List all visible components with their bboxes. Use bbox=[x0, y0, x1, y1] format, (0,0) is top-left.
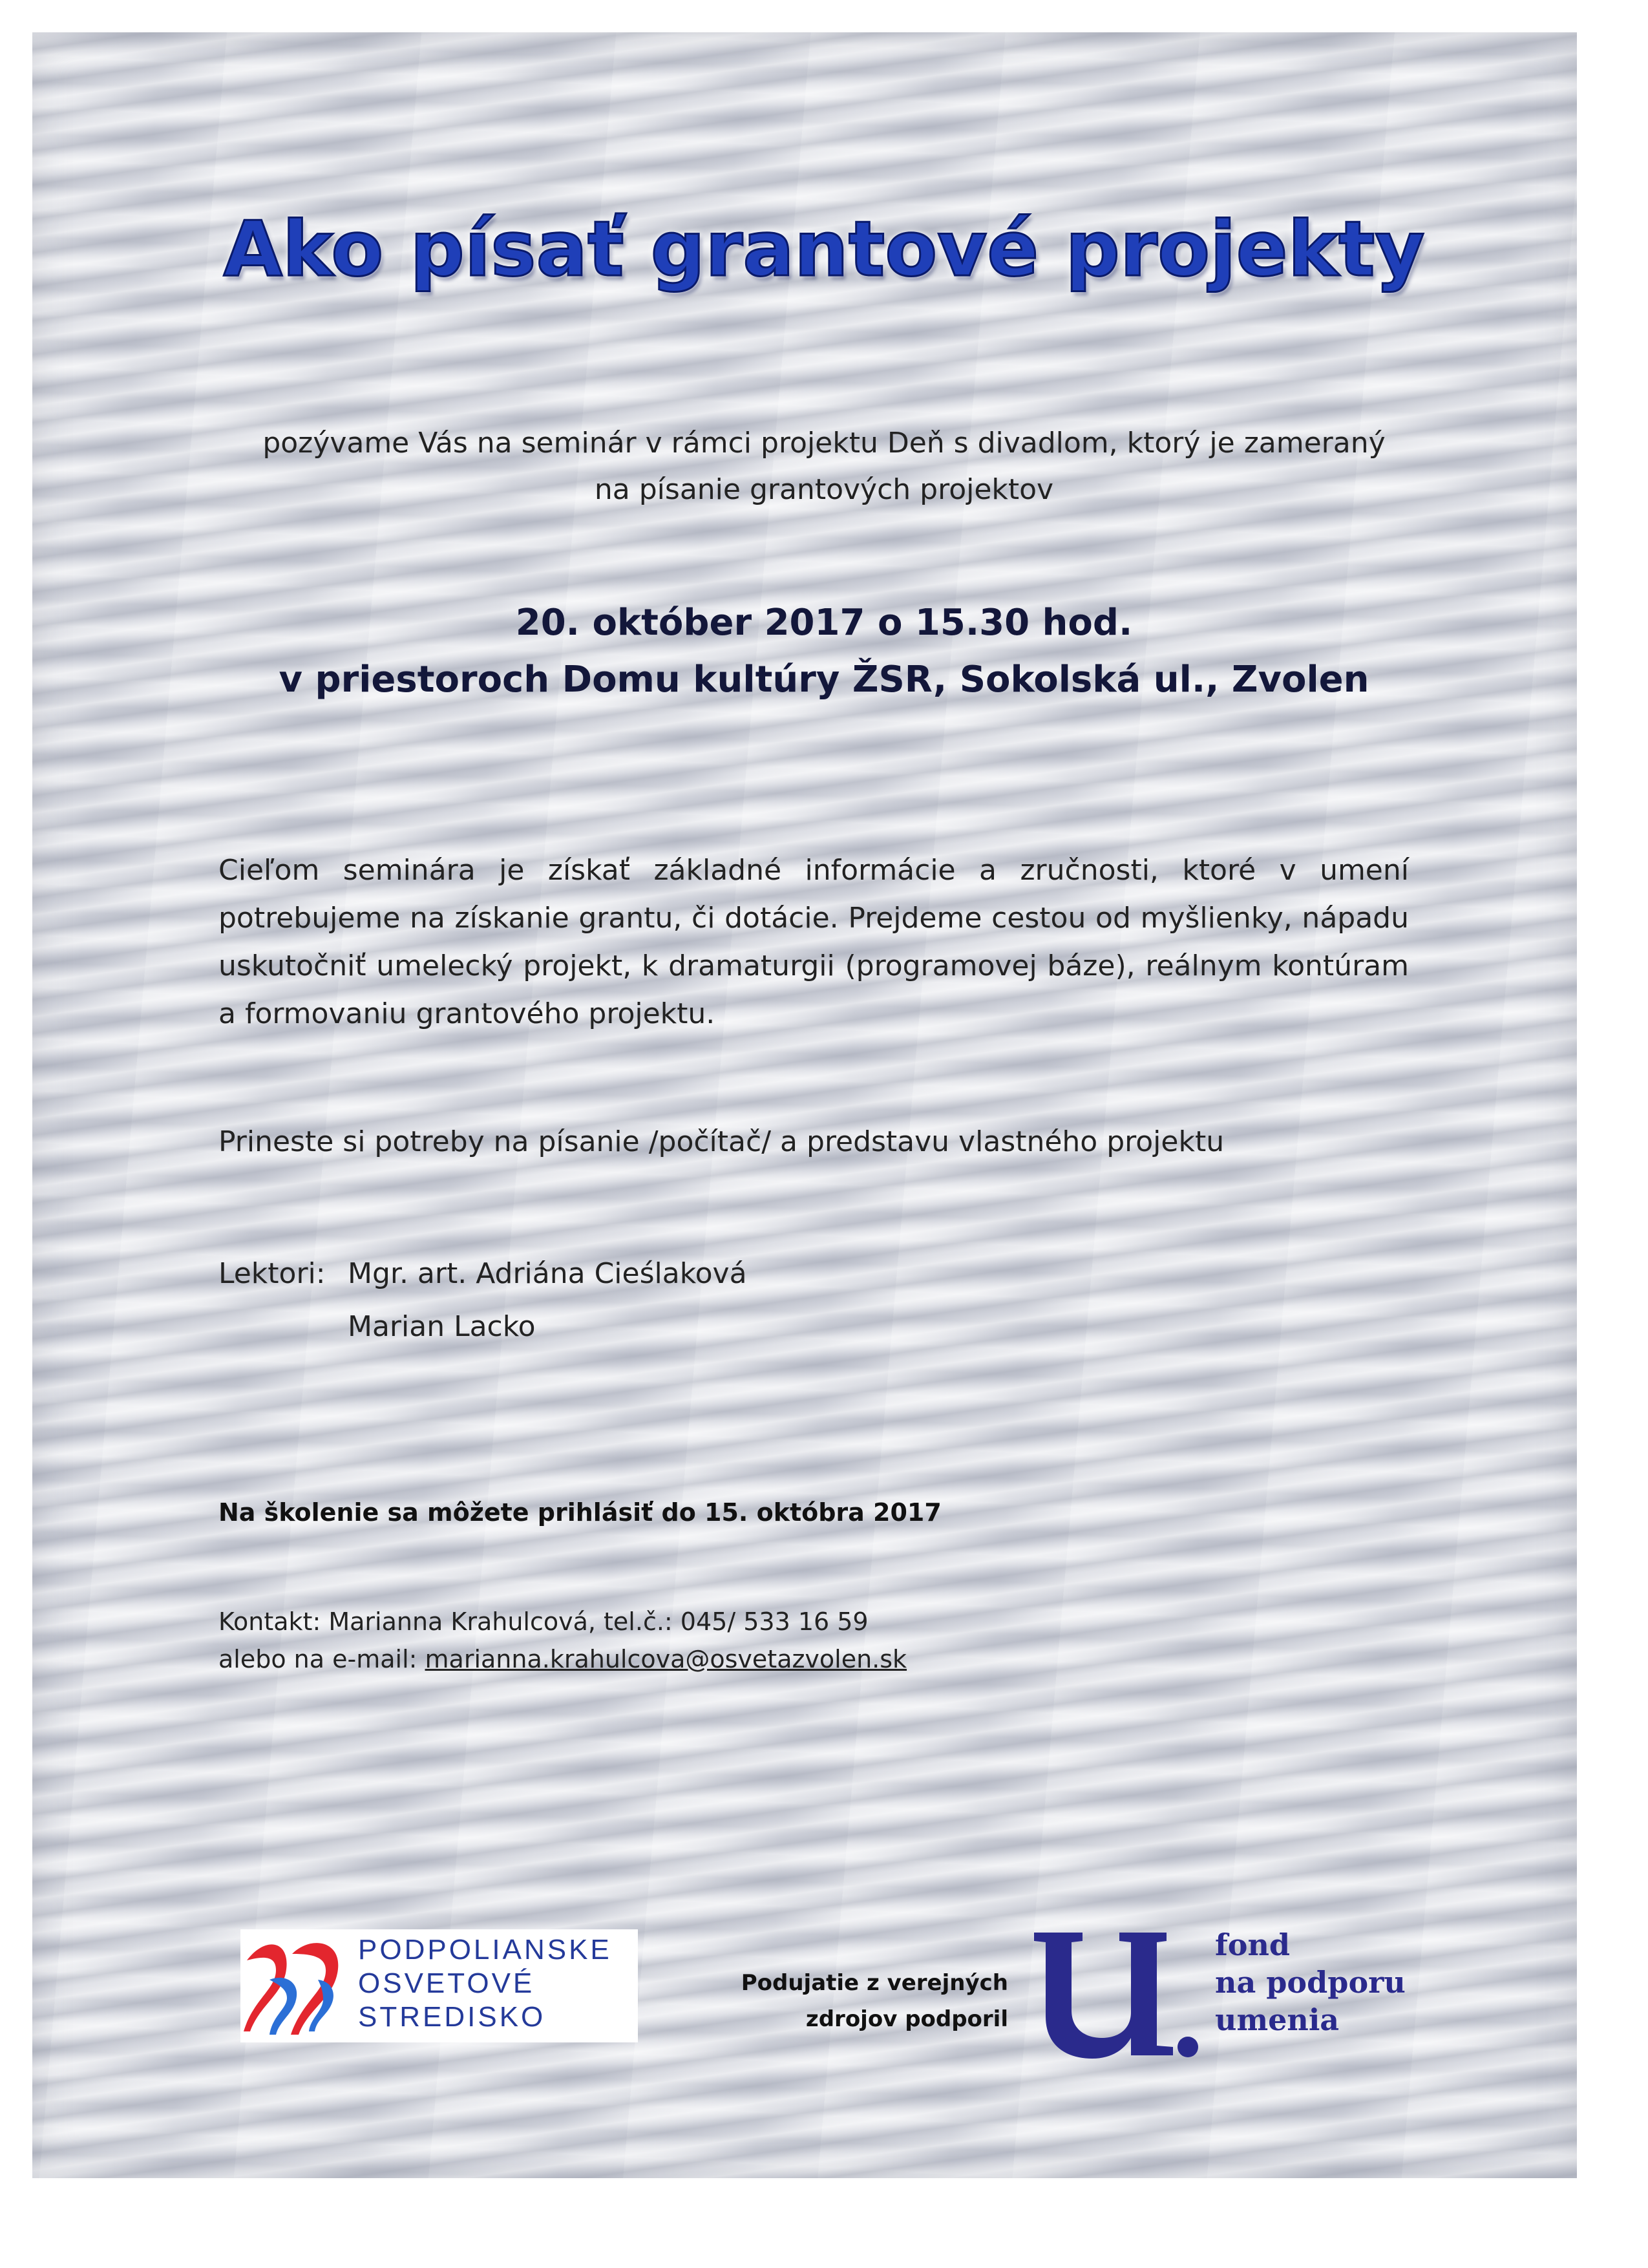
invitation-text bbox=[194, 420, 1454, 513]
contact-phone-line: Kontakt: Marianna Krahulcová, tel.č.: 045/ 533 16 59 bbox=[218, 1607, 869, 1636]
support-line-2: zdrojov podporil bbox=[805, 2006, 1008, 2032]
pos-name-line-3: STREDISKO bbox=[358, 2001, 546, 2033]
support-line-1: Podujatie z verejných bbox=[741, 1970, 1008, 1996]
fpu-name bbox=[1215, 1926, 1406, 2039]
lector-name-1: Mgr. art. Adriána Cieślaková bbox=[348, 1257, 747, 1290]
podpolianske-osvetove-stredisko-logo bbox=[240, 1929, 638, 2042]
contact-block bbox=[218, 1603, 907, 1678]
support-statement bbox=[730, 1965, 1008, 2037]
pos-name bbox=[358, 1933, 612, 2034]
contact-email-link[interactable]: marianna.krahulcova@osvetazvolen.sk bbox=[425, 1645, 907, 1673]
event-date-time: 20. október 2017 o 15.30 hod. bbox=[515, 602, 1133, 644]
fpu-u-logo-icon bbox=[1021, 1923, 1202, 2065]
event-place: v priestoroch Domu kultúry ŽSR, Sokolská ul., Zvolen bbox=[279, 659, 1369, 701]
bring-note: Prineste si potreby na písanie /počítač/ a predstavu vlastného projektu bbox=[218, 1125, 1225, 1158]
fpu-name-line-1: fond bbox=[1215, 1927, 1291, 1962]
lectors-label: Lektori: bbox=[218, 1257, 326, 1290]
contact-email-prefix: alebo na e-mail: bbox=[218, 1645, 425, 1673]
lector-name-2: Marian Lacko bbox=[348, 1310, 536, 1343]
seminar-description: Cieľom seminára je získať základné informácie a zručnosti, ktoré v umení potrebujeme na získanie grantu, či dotácie. Prejdeme cestou od myšlienky, nápadu uskutočniť umelecký projekt, k dramaturgii (programovej báze), reálnym kontúram a formovaniu grantového projektu. bbox=[218, 854, 1409, 1030]
registration-deadline: Na školenie sa môžete prihlásiť do 15. októbra 2017 bbox=[218, 1498, 942, 1527]
pos-emblem-icon bbox=[240, 1934, 347, 2038]
pos-name-line-1: PODPOLIANSKE bbox=[358, 1934, 612, 1966]
textured-paper-background bbox=[32, 32, 1577, 2178]
invitation-line-2: na písanie grantových projektov bbox=[594, 473, 1054, 506]
poster-title: Ako písať grantové projekty bbox=[223, 204, 1425, 293]
fpu-name-line-3: umenia bbox=[1215, 2002, 1340, 2037]
pos-name-line-2: OSVETOVÉ bbox=[358, 1967, 535, 1999]
lectors-block bbox=[218, 1247, 747, 1353]
invitation-line-1: pozývame Vás na seminár v rámci projektu Deň s divadlom, ktorý je zameraný bbox=[262, 427, 1386, 460]
event-details bbox=[194, 595, 1454, 708]
fpu-name-line-2: na podporu bbox=[1215, 1965, 1406, 2000]
